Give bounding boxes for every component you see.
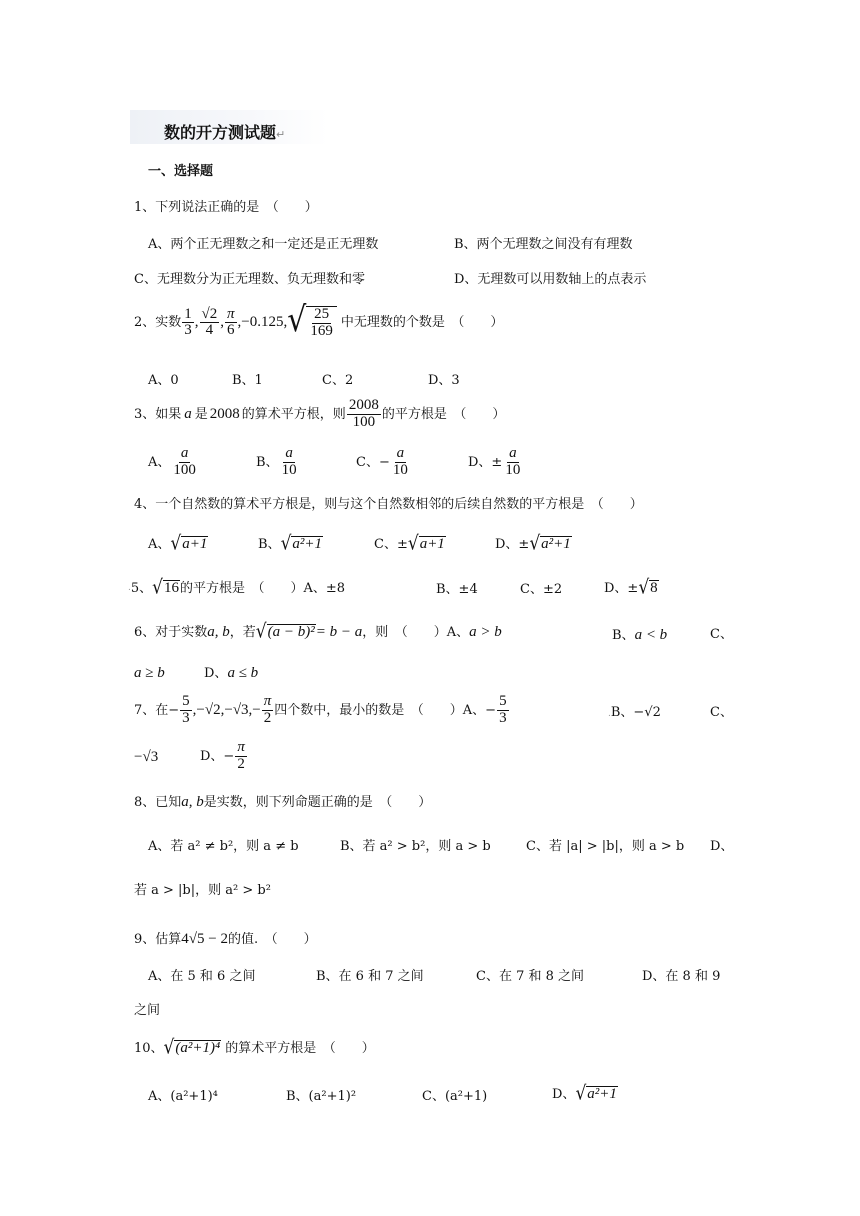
q5-option-d: D、± √ 8 (604, 576, 658, 600)
q9-stem: 9、估算4√5 − 2的值. （ ） (134, 931, 317, 947)
q2-sqrt: √ $\frac{25}{169}$ (287, 306, 337, 340)
q3-stem: 3、如果 a 是 2008 的算术平方根，则 $\frac{2008}{100}$ 的平方根是 （ ） (134, 397, 506, 430)
q7-stem: 7、在− $\frac{5}{3}$ ,−√2,−√3,− $\frac{\pi}{2}$ 四个数中，最小的数是 （ ）A、− $\frac{5}{3}$ (134, 693, 507, 726)
q3-option-b: B、 $\frac{a}{10}$ (256, 445, 297, 478)
q2-option-d: D、3 (428, 373, 460, 388)
q9-option-a: A、在 5 和 6 之间 (148, 969, 256, 984)
q7-option-c: C、 (710, 705, 733, 720)
q2-stem: 2、实数 $\frac{1}{3}$ , $\frac{√2}{4}$ , $\frac{\pi}{6}$ ,−0.125, √ $\frac{25}{169}$ 中无理数的个数是 （ ） (134, 300, 504, 341)
q8-option-d: D、 (710, 839, 734, 854)
q5-stem: . 5、 √ 16 的平方根是 （ ）A、±8 (128, 576, 346, 600)
q10-option-d: D、 √ a²+1 (552, 1082, 617, 1106)
q1-option-d: D、无理数可以用数轴上的点表示 (454, 272, 647, 287)
q4-option-d: D、± √ a²+1 (495, 532, 571, 556)
q5-option-b: B、±4 (436, 582, 478, 597)
q5-option-c: C、±2 (520, 582, 563, 597)
q8-option-b: B、若 a² > b²，则 a > b (340, 839, 491, 854)
q1-stem: 1、下列说法正确的是 （ ） (134, 200, 318, 215)
q3-fraction: $\frac{2008}{100}$ (348, 397, 379, 430)
q2-option-c: C、2 (322, 373, 354, 388)
q9-option-d: D、在 8 和 9 (642, 969, 721, 984)
q2-option-a: A、0 (148, 373, 179, 388)
page-title: 数的开方测试题↵ (164, 123, 286, 142)
q2-fraction-3: $\frac{\pi}{6}$ (227, 305, 235, 339)
q2-fraction-1: $\frac{1}{3}$ (184, 305, 192, 339)
q8-option-c: C、若 |a| > |b|，则 a > b (526, 839, 685, 854)
q6-option-c-cont: a ≥ b (134, 665, 165, 681)
q4-option-c: C、± √ a+1 (374, 532, 445, 556)
q1-option-c: C、无理数分为正无理数、负无理数和零 (134, 272, 365, 287)
q3-option-c: C、− $\frac{a}{10}$ (356, 445, 408, 478)
q4-option-a: A、 √ a+1 (148, 532, 208, 556)
q4-stem: 4、一个自然数的算术平方根是，则与这个自然数相邻的后续自然数的平方根是 （ ） (134, 497, 643, 512)
q8-option-a: A、若 a² ≠ b²，则 a ≠ b (148, 839, 299, 854)
q6-option-b: B、a < b (612, 627, 668, 643)
q7-option-b: .B、−√2 (608, 705, 661, 720)
q10-option-b: B、(a²+1)² (286, 1089, 357, 1104)
q8-option-d-cont: 若 a > |b|，则 a² > b² (134, 883, 271, 898)
q10-option-a: A、(a²+1)⁴ (148, 1089, 218, 1104)
q6-stem: 6、对于实数 a, b ，若 √ (a − b)² = b − a ，则 （ ）A、 a > b (134, 620, 502, 644)
q6-option-c: C、 (710, 627, 733, 642)
q7-option-d: D、− $\frac{\pi}{2}$ (200, 739, 245, 772)
q10-stem: 10、 √ (a²+1)⁴ 的算术平方根是 （ ） (134, 1036, 375, 1060)
q9-option-d-cont: 之间 (134, 1003, 161, 1018)
q3-option-a: A、 $\frac{a}{100}$ (148, 445, 196, 478)
q1-option-b: B、两个无理数之间没有有理数 (454, 237, 633, 252)
q4-option-b: B、 √ a²+1 (258, 532, 323, 556)
q6-option-d: D、a ≤ b (204, 665, 259, 681)
q10-option-c: C、(a²+1) (422, 1089, 488, 1104)
q8-stem: 8、已知a, b是实数，则下列命题正确的是 （ ） (134, 794, 432, 810)
q2-option-b: B、1 (232, 373, 263, 388)
q9-option-c: C、在 7 和 8 之间 (476, 969, 585, 984)
section-heading: 一、选择题 (148, 164, 214, 179)
q3-option-d: D、± $\frac{a}{10}$ (468, 445, 521, 478)
q2-fraction-2: $\frac{√2}{4}$ (201, 305, 218, 339)
q9-option-b: B、在 6 和 7 之间 (316, 969, 424, 984)
q7-option-c-cont: −√3 (134, 749, 159, 765)
q1-option-a: A、两个正无理数之和一定还是正无理数 (148, 237, 379, 252)
